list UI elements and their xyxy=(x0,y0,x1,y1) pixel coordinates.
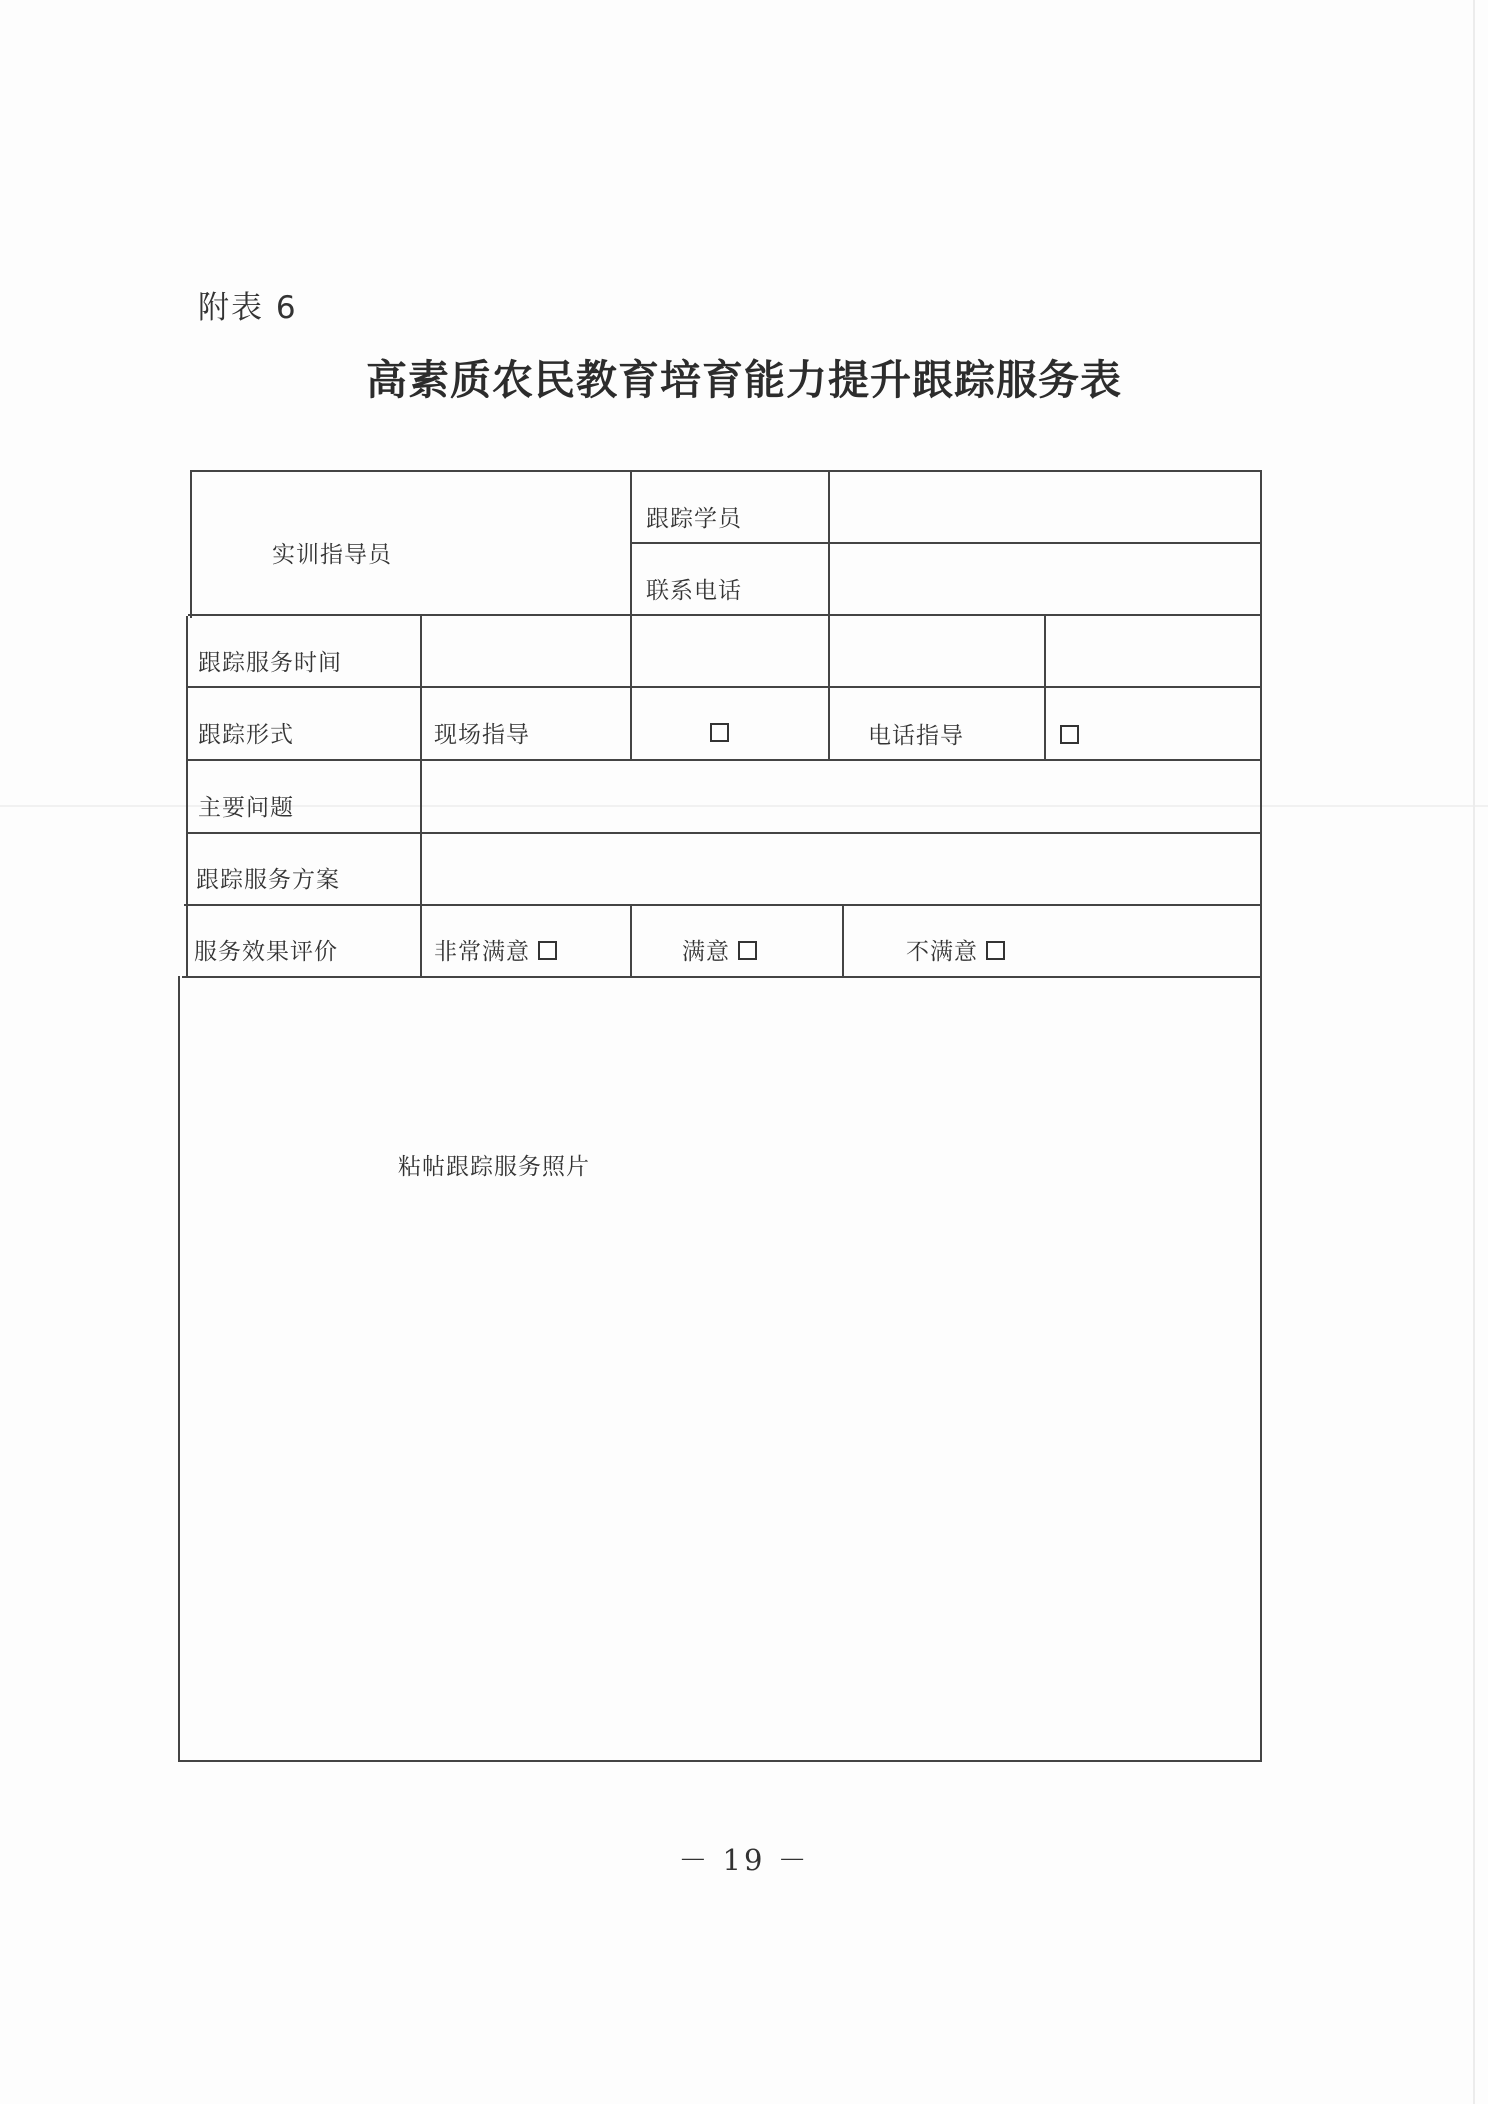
dissatisfied-option[interactable] xyxy=(906,941,1005,964)
table-rule xyxy=(842,904,844,978)
table-rule xyxy=(184,904,1262,906)
very-satisfied-checkbox[interactable] xyxy=(538,941,557,960)
tracking-service-form xyxy=(178,466,1262,1768)
table-rule xyxy=(630,904,632,978)
service-plan-field[interactable] xyxy=(424,836,1258,902)
dissatisfied-label: 不满意 xyxy=(906,939,978,965)
onsite-guidance-checkbox[interactable] xyxy=(710,723,729,742)
paper-edge-shadow xyxy=(1473,0,1475,2104)
phone-label: 联系电话 xyxy=(646,578,742,604)
table-rule xyxy=(630,470,632,760)
photo-paste-area[interactable] xyxy=(182,980,1258,1758)
table-border-right xyxy=(1260,470,1262,1762)
table-rule xyxy=(188,614,1262,616)
table-rule xyxy=(182,976,1262,978)
table-border-left xyxy=(186,616,188,978)
table-rule xyxy=(186,759,1262,761)
onsite-guidance-label: 现场指导 xyxy=(434,722,530,748)
table-border-bottom xyxy=(178,1760,1262,1762)
table-rule xyxy=(828,470,830,760)
instructor-label: 实训指导员 xyxy=(272,542,392,568)
table-rule xyxy=(188,686,1262,688)
very-satisfied-option[interactable] xyxy=(434,941,557,964)
service-time-field[interactable] xyxy=(424,618,1258,684)
page-number: － 19 － xyxy=(678,1843,810,1877)
phone-guidance-checkbox[interactable] xyxy=(1060,725,1079,744)
form-title: 高素质农民教育培育能力提升跟踪服务表 xyxy=(366,356,1122,404)
evaluation-label: 服务效果评价 xyxy=(194,939,338,965)
dissatisfied-checkbox[interactable] xyxy=(986,941,1005,960)
very-satisfied-label: 非常满意 xyxy=(434,939,530,965)
service-plan-label: 跟踪服务方案 xyxy=(196,867,340,893)
table-border-left xyxy=(178,976,180,1762)
main-issues-label: 主要问题 xyxy=(198,795,294,821)
photo-area-label: 粘帖跟踪服务照片 xyxy=(398,1154,590,1180)
satisfied-option[interactable] xyxy=(682,941,757,964)
satisfied-checkbox[interactable] xyxy=(738,941,757,960)
phone-field[interactable] xyxy=(832,546,1258,612)
table-border-top xyxy=(190,470,1262,472)
main-issues-field[interactable] xyxy=(424,763,1258,829)
form-label: 跟踪形式 xyxy=(198,722,294,748)
satisfied-label: 满意 xyxy=(682,939,730,965)
service-time-label: 跟踪服务时间 xyxy=(198,650,342,676)
student-label: 跟踪学员 xyxy=(646,506,742,532)
appendix-label: 附表 6 xyxy=(198,290,298,326)
table-rule xyxy=(630,542,1262,544)
student-field[interactable] xyxy=(832,474,1258,540)
table-rule xyxy=(186,832,1262,834)
table-border-left xyxy=(190,470,192,618)
phone-guidance-label: 电话指导 xyxy=(868,723,964,749)
table-rule xyxy=(420,614,422,978)
